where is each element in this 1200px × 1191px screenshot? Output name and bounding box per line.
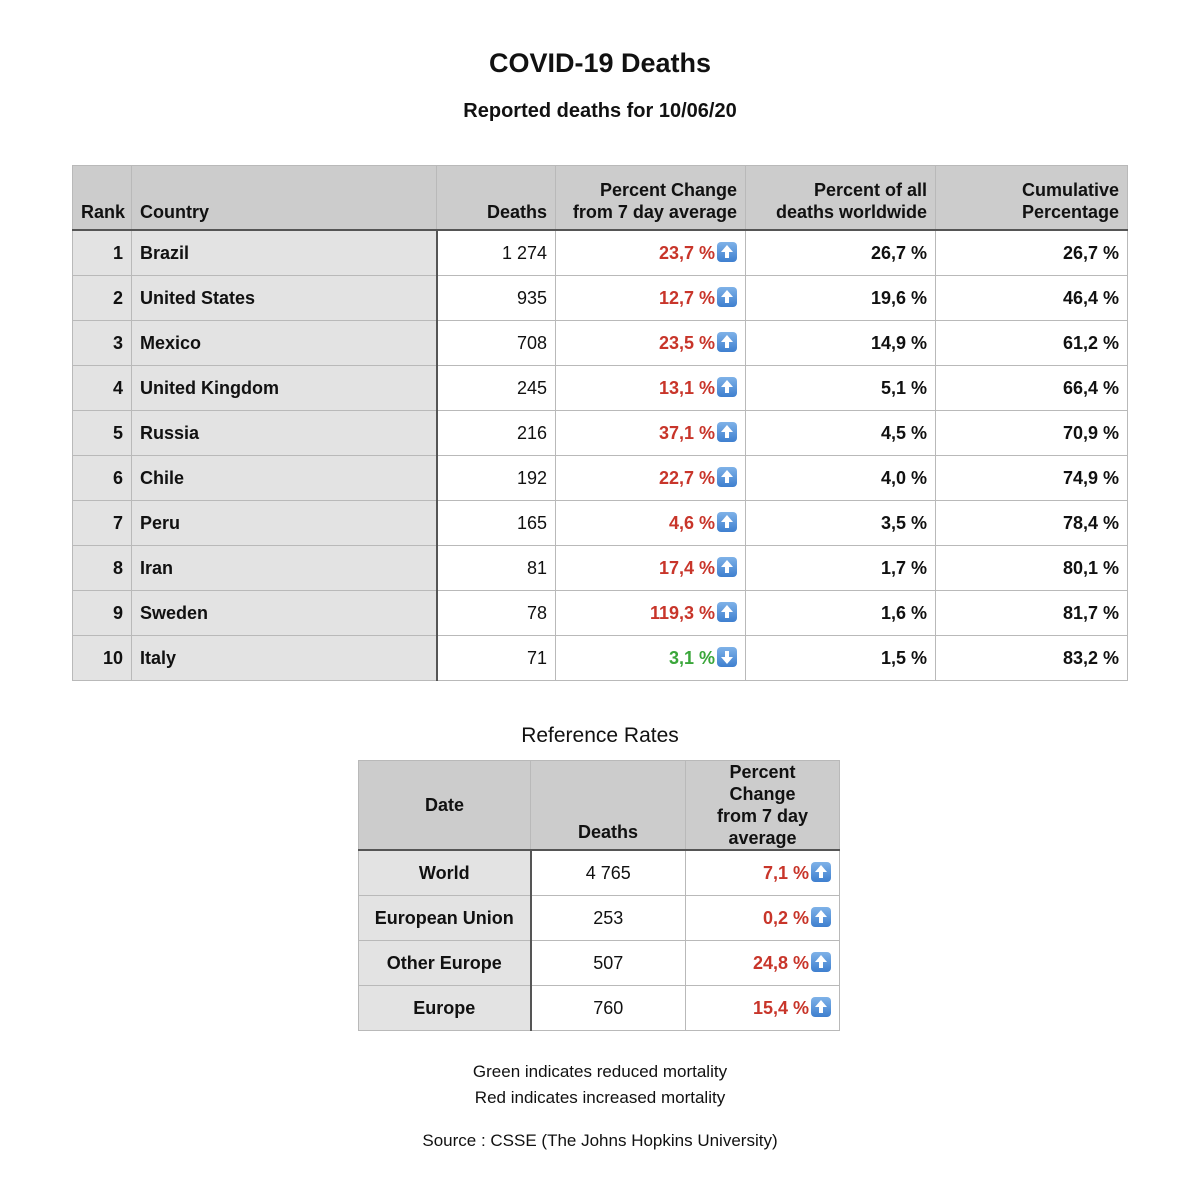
percent-world-cell: 26,7 % xyxy=(746,230,936,276)
table-row xyxy=(73,546,1128,591)
header-rank: Rank xyxy=(73,166,132,231)
deaths-cell: 708 xyxy=(437,321,556,366)
deaths-cell: 1 274 xyxy=(437,230,556,276)
cumulative-cell: 61,2 % xyxy=(936,321,1128,366)
percent-change-value: 12,7 % xyxy=(658,288,715,308)
deaths-cell: 192 xyxy=(437,456,556,501)
percent-world-cell: 3,5 % xyxy=(746,501,936,546)
ref-header-deaths: Deaths xyxy=(531,761,686,851)
ref-deaths-cell: 253 xyxy=(531,896,686,941)
country-cell: Sweden xyxy=(132,591,437,636)
arrow-up-icon xyxy=(811,997,831,1017)
table-row xyxy=(73,591,1128,636)
arrow-up-icon xyxy=(717,512,737,532)
percent-world-cell: 1,7 % xyxy=(746,546,936,591)
percent-change-value: 23,5 % xyxy=(658,333,715,353)
header-percent-world xyxy=(746,166,936,231)
ref-percent-change-cell xyxy=(686,850,840,896)
page-subtitle: Reported deaths for 10/06/20 xyxy=(463,100,737,122)
arrow-up-icon xyxy=(717,602,737,622)
ref-header-pc-line2: from 7 day xyxy=(716,806,809,826)
page-title: COVID-19 Deaths xyxy=(488,48,712,78)
deaths-cell: 165 xyxy=(437,501,556,546)
table-header-row xyxy=(73,166,1128,231)
percent-world-cell: 4,0 % xyxy=(746,456,936,501)
source-note: Source : CSSE (The Johns Hopkins University) xyxy=(422,1131,778,1150)
percent-change-cell xyxy=(556,321,746,366)
country-cell: Peru xyxy=(132,501,437,546)
percent-change-cell xyxy=(556,276,746,321)
rank-cell: 9 xyxy=(73,591,132,636)
cumulative-cell: 78,4 % xyxy=(936,501,1128,546)
country-cell: Russia xyxy=(132,411,437,456)
percent-change-value: 23,7 % xyxy=(658,243,715,263)
deaths-cell: 78 xyxy=(437,591,556,636)
deaths-cell: 935 xyxy=(437,276,556,321)
ref-date-cell: Other Europe xyxy=(359,941,531,986)
ref-date-cell: Europe xyxy=(359,986,531,1031)
ref-percent-change-value: 7,1 % xyxy=(762,863,809,883)
country-cell: United Kingdom xyxy=(132,366,437,411)
cumulative-cell: 26,7 % xyxy=(936,230,1128,276)
rank-cell: 7 xyxy=(73,501,132,546)
header-cumulative-line1: Cumulative xyxy=(1021,180,1119,200)
percent-change-cell xyxy=(556,411,746,456)
country-cell: Mexico xyxy=(132,321,437,366)
rank-cell: 2 xyxy=(73,276,132,321)
ref-header-date: Date xyxy=(359,761,531,851)
green-note: Green indicates reduced mortality xyxy=(472,1062,728,1081)
deaths-cell: 216 xyxy=(437,411,556,456)
percent-change-value: 13,1 % xyxy=(658,378,715,398)
cumulative-cell: 66,4 % xyxy=(936,366,1128,411)
ref-percent-change-value: 0,2 % xyxy=(762,908,809,928)
country-cell: Brazil xyxy=(132,230,437,276)
arrow-up-icon xyxy=(811,952,831,972)
deaths-cell: 71 xyxy=(437,636,556,681)
rank-cell: 5 xyxy=(73,411,132,456)
deaths-cell: 245 xyxy=(437,366,556,411)
table-row xyxy=(73,230,1128,276)
percent-change-cell xyxy=(556,456,746,501)
ref-table-row xyxy=(359,986,840,1031)
header-cumulative xyxy=(936,166,1128,231)
arrow-up-icon xyxy=(717,422,737,442)
ref-header-pc-line1: Percent Change xyxy=(729,762,796,804)
ref-percent-change-value: 24,8 % xyxy=(752,953,809,973)
red-note: Red indicates increased mortality xyxy=(474,1088,726,1107)
arrow-down-icon xyxy=(717,647,737,667)
country-cell: Italy xyxy=(132,636,437,681)
percent-change-value: 22,7 % xyxy=(658,468,715,488)
percent-world-cell: 1,5 % xyxy=(746,636,936,681)
deaths-table xyxy=(72,165,1128,681)
percent-change-cell xyxy=(556,501,746,546)
ref-table-row xyxy=(359,941,840,986)
header-percent-change-line1: Percent Change xyxy=(599,180,737,200)
ref-header-row xyxy=(359,761,840,851)
reference-rates-title: Reference Rates xyxy=(521,724,679,747)
ref-percent-change-cell xyxy=(686,986,840,1031)
ref-date-cell: World xyxy=(359,850,531,896)
percent-change-value: 37,1 % xyxy=(658,423,715,443)
reference-rates-table xyxy=(358,760,840,1031)
ref-percent-change-cell xyxy=(686,941,840,986)
header-percent-world-line1: Percent of all xyxy=(813,180,927,200)
ref-date-cell: European Union xyxy=(359,896,531,941)
cumulative-cell: 83,2 % xyxy=(936,636,1128,681)
ref-header-pc-line3: average xyxy=(728,828,797,848)
rank-cell: 4 xyxy=(73,366,132,411)
cumulative-cell: 74,9 % xyxy=(936,456,1128,501)
arrow-up-icon xyxy=(717,557,737,577)
arrow-up-icon xyxy=(717,287,737,307)
table-row xyxy=(73,411,1128,456)
ref-percent-change-cell xyxy=(686,896,840,941)
table-row xyxy=(73,366,1128,411)
rank-cell: 8 xyxy=(73,546,132,591)
rank-cell: 1 xyxy=(73,230,132,276)
header-country: Country xyxy=(132,166,437,231)
ref-deaths-cell: 4 765 xyxy=(531,850,686,896)
percent-change-cell xyxy=(556,591,746,636)
percent-change-cell xyxy=(556,636,746,681)
table-row xyxy=(73,636,1128,681)
country-cell: Chile xyxy=(132,456,437,501)
percent-change-cell xyxy=(556,366,746,411)
table-row xyxy=(73,321,1128,366)
arrow-up-icon xyxy=(811,862,831,882)
table-row xyxy=(73,456,1128,501)
ref-deaths-cell: 760 xyxy=(531,986,686,1031)
percent-world-cell: 19,6 % xyxy=(746,276,936,321)
percent-change-value: 4,6 % xyxy=(668,513,715,533)
header-percent-change xyxy=(556,166,746,231)
arrow-up-icon xyxy=(717,467,737,487)
arrow-up-icon xyxy=(811,907,831,927)
header-deaths: Deaths xyxy=(437,166,556,231)
arrow-up-icon xyxy=(717,377,737,397)
percent-change-value: 17,4 % xyxy=(658,558,715,578)
table-row xyxy=(73,501,1128,546)
percent-change-value: 119,3 % xyxy=(649,603,715,623)
deaths-cell: 81 xyxy=(437,546,556,591)
ref-percent-change-value: 15,4 % xyxy=(752,998,809,1018)
percent-world-cell: 14,9 % xyxy=(746,321,936,366)
header-percent-change-line2: from 7 day average xyxy=(572,202,737,222)
percent-change-cell xyxy=(556,546,746,591)
percent-world-cell: 1,6 % xyxy=(746,591,936,636)
rank-cell: 3 xyxy=(73,321,132,366)
ref-table-row xyxy=(359,896,840,941)
table-row xyxy=(73,276,1128,321)
percent-world-cell: 4,5 % xyxy=(746,411,936,456)
cumulative-cell: 46,4 % xyxy=(936,276,1128,321)
percent-change-cell xyxy=(556,230,746,276)
country-cell: Iran xyxy=(132,546,437,591)
percent-world-cell: 5,1 % xyxy=(746,366,936,411)
ref-deaths-cell: 507 xyxy=(531,941,686,986)
cumulative-cell: 81,7 % xyxy=(936,591,1128,636)
header-cumulative-line2: Percentage xyxy=(1021,202,1119,222)
arrow-up-icon xyxy=(717,332,737,352)
ref-table-row xyxy=(359,850,840,896)
ref-header-percent-change xyxy=(686,761,840,851)
cumulative-cell: 80,1 % xyxy=(936,546,1128,591)
country-cell: United States xyxy=(132,276,437,321)
rank-cell: 6 xyxy=(73,456,132,501)
header-percent-world-line2: deaths worldwide xyxy=(775,202,927,222)
rank-cell: 10 xyxy=(73,636,132,681)
percent-change-value: 3,1 % xyxy=(668,648,715,668)
cumulative-cell: 70,9 % xyxy=(936,411,1128,456)
arrow-up-icon xyxy=(717,242,737,262)
